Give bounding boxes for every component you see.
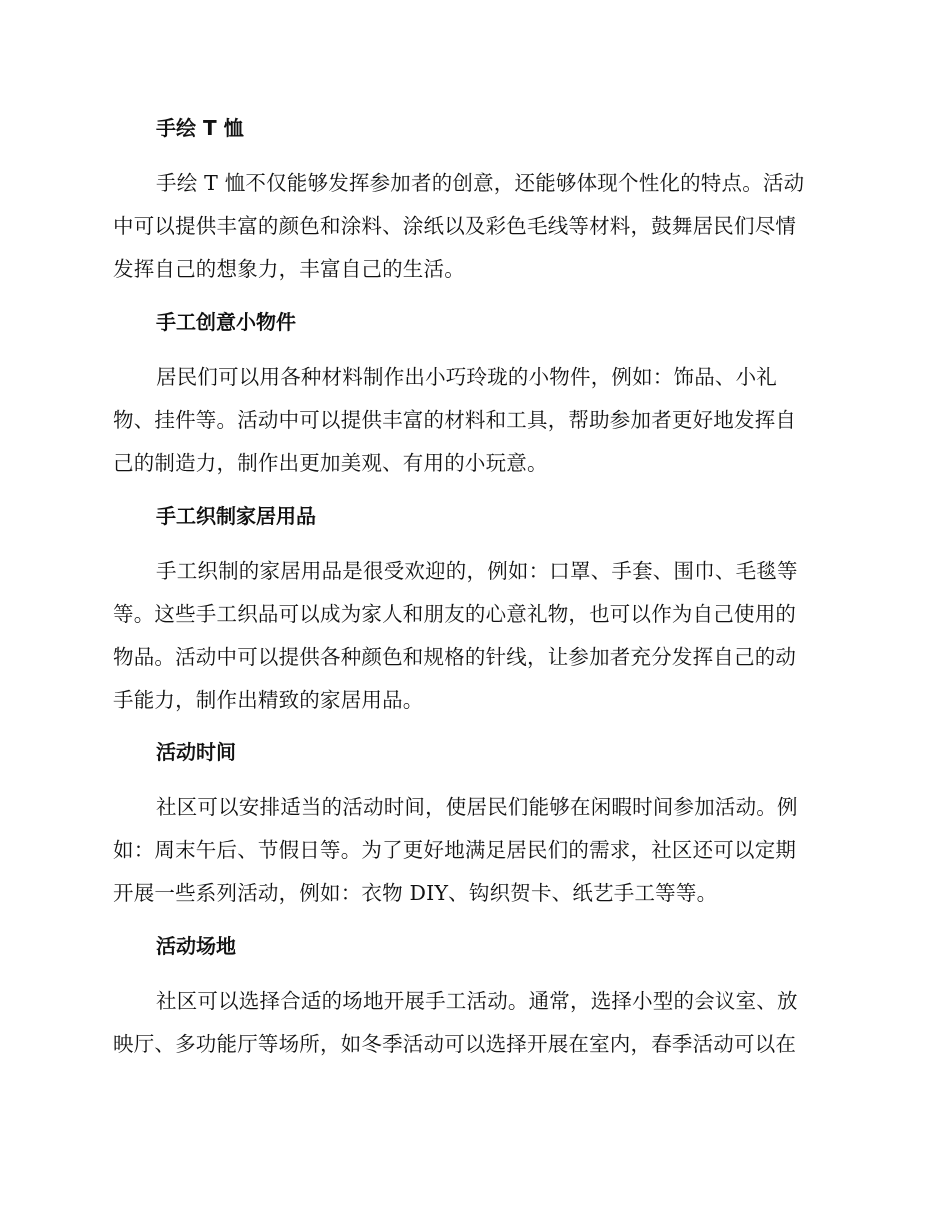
paragraph-line: 开展一些系列活动，例如：衣物 DIY、钩织贺卡、纸艺手工等等。 <box>113 881 718 905</box>
section-paragraph <box>113 786 829 915</box>
paragraph-line: 手能力，制作出精致的家居用品。 <box>113 688 424 712</box>
section-heading: 手工织制家居用品 <box>156 504 316 528</box>
section-heading: 手工创意小物件 <box>156 310 296 334</box>
paragraph-line: 映厅、多功能厅等场所，如冬季活动可以选择开展在室内，春季活动可以在 <box>113 1032 797 1056</box>
paragraph-line: 物、挂件等。活动中可以提供丰富的材料和工具，帮助参加者更好地发挥自 <box>113 408 797 432</box>
paragraph-line: 手绘 T 恤不仅能够发挥参加者的创意，还能够体现个性化的特点。活动 <box>156 171 805 195</box>
paragraph-line: 物品。活动中可以提供各种颜色和规格的针线，让参加者充分发挥自己的动 <box>113 645 797 669</box>
paragraph-line: 发挥自己的想象力，丰富自己的生活。 <box>113 257 465 281</box>
paragraph-line: 中可以提供丰富的颜色和涂料、涂纸以及彩色毛线等材料，鼓舞居民们尽情 <box>113 214 797 238</box>
section-heading: 活动场地 <box>156 934 236 958</box>
paragraph-line: 居民们可以用各种材料制作出小巧玲珑的小物件，例如：饰品、小礼 <box>156 365 777 389</box>
paragraph-line: 手工织制的家居用品是很受欢迎的，例如：口罩、手套、围巾、毛毯等 <box>156 559 798 583</box>
paragraph-line: 等。这些手工织品可以成为家人和朋友的心意礼物，也可以作为自己使用的 <box>113 602 797 626</box>
paragraph-line: 社区可以安排适当的活动时间，使居民们能够在闲暇时间参加活动。例 <box>156 795 798 819</box>
paragraph-line: 如：周末午后、节假日等。为了更好地满足居民们的需求，社区还可以定期 <box>113 838 797 862</box>
section-paragraph <box>113 550 829 722</box>
section-paragraph <box>113 356 829 485</box>
paragraph-line: 社区可以选择合适的场地开展手工活动。通常，选择小型的会议室、放 <box>156 989 798 1013</box>
section-paragraph <box>113 980 829 1066</box>
section-paragraph <box>113 162 829 291</box>
paragraph-line: 己的制造力，制作出更加美观、有用的小玩意。 <box>113 451 548 475</box>
section-heading: 手绘 T 恤 <box>156 116 244 140</box>
section-heading: 活动时间 <box>156 740 236 764</box>
